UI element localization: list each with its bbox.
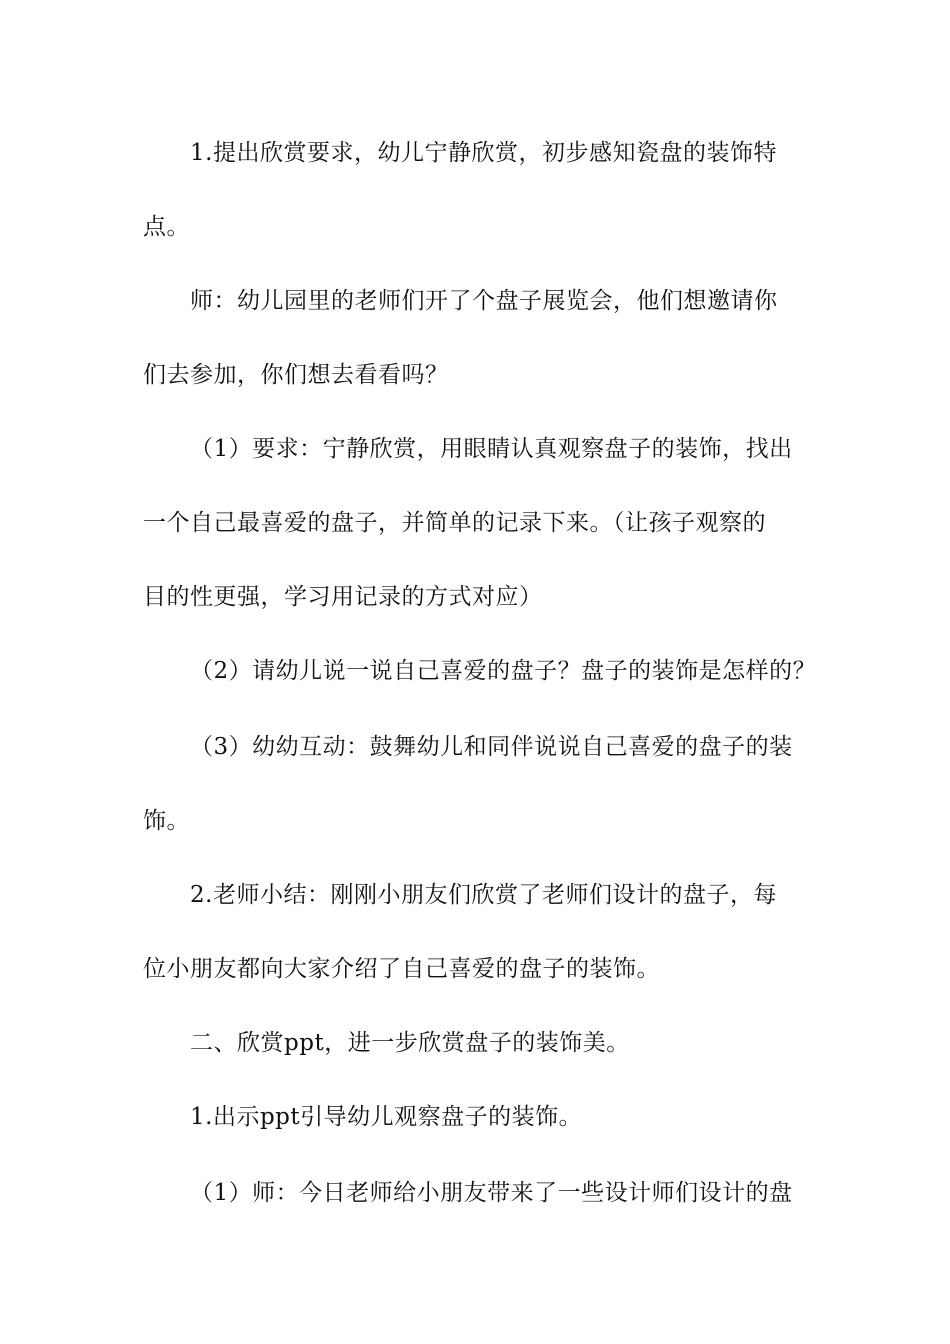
paragraph-line-5: （1）要求：宁静欣赏，用眼睛认真观察盘子的装饰，找出 — [190, 436, 793, 462]
paragraph-line-7: 目的性更强，学习用记录的方式对应） — [143, 584, 543, 610]
paragraph-line-10: 饰。 — [143, 808, 190, 834]
paragraph-line-3: 师：幼儿园里的老师们开了个盘子展览会，他们想邀请你 — [190, 288, 778, 314]
paragraph-line-12: 位小朋友都向大家介绍了自己喜爱的盘子的装饰。 — [143, 956, 660, 982]
paragraph-line-4: 们去参加，你们想去看看吗？ — [143, 362, 449, 388]
paragraph-line-6: 一个自己最喜爱的盘子，并简单的记录下来。（让孩子观察的 — [143, 510, 766, 536]
paragraph-line-14: 1.出示ppt引导幼儿观察盘子的装饰。 — [190, 1104, 583, 1130]
paragraph-line-1: 1.提出欣赏要求，幼儿宁静欣赏，初步感知瓷盘的装饰特 — [190, 140, 777, 166]
paragraph-line-11: 2.老师小结：刚刚小朋友们欣赏了老师们设计的盘子，每 — [190, 882, 777, 908]
paragraph-line-8: （2）请幼儿说一说自己喜爱的盘子？盘子的装饰是怎样的？ — [190, 658, 817, 684]
paragraph-line-15: （1）师：今日老师给小朋友带来了一些设计师们设计的盘 — [190, 1180, 793, 1206]
paragraph-line-13: 二、欣赏ppt，进一步欣赏盘子的装饰美。 — [190, 1030, 630, 1056]
paragraph-line-9: （3）幼幼互动：鼓舞幼儿和同伴说说自己喜爱的盘子的装 — [190, 734, 793, 760]
paragraph-line-2: 点。 — [143, 214, 190, 240]
